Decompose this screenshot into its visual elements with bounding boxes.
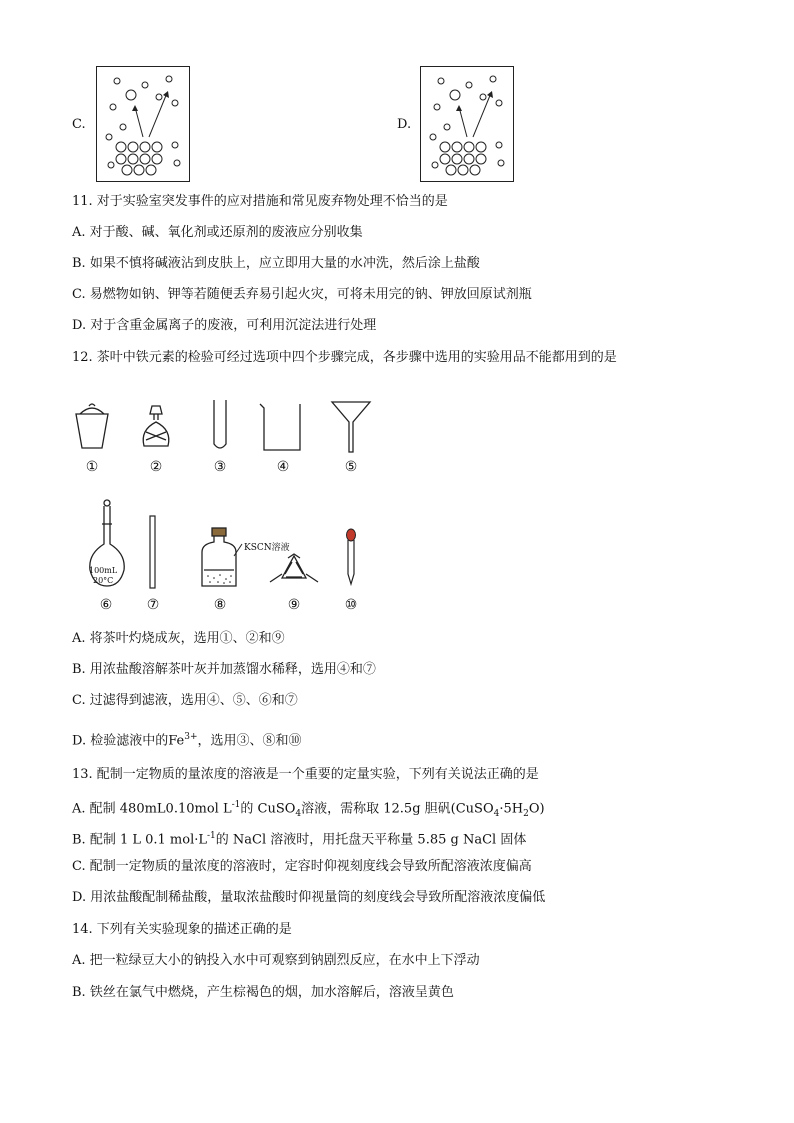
q12-option-c: C. 过滤得到滤液，选用④、⑤、⑥和⑦: [72, 693, 298, 708]
beaker-icon: [258, 402, 304, 454]
label-6: ⑥: [99, 597, 113, 613]
q11-option-b: B. 如果不慎将碱液沾到皮肤上，应立即用大量的水冲洗，然后涂上盐酸: [72, 256, 480, 271]
q11-option-a: A. 对于酸、碱、氧化剂或还原剂的废液应分别收集: [72, 225, 363, 240]
q11-stem: 11. 对于实验室突发事件的应对措施和常见废弃物处理不恰当的是: [72, 194, 448, 209]
option-d-diagram: [420, 66, 514, 182]
option-c-diagram: [96, 66, 190, 182]
crucible-icon: [72, 400, 112, 452]
label-1: ①: [85, 459, 99, 475]
q14-option-a: A. 把一粒绿豆大小的钠投入水中可观察到钠剧烈反应，在水中上下浮动: [72, 953, 480, 968]
flask-temp-text: 20°C: [93, 576, 114, 585]
q14-option-b: B. 铁丝在氯气中燃烧，产生棕褐色的烟，加水溶解后，溶液呈黄色: [72, 985, 454, 1000]
kscn-label: KSCN溶液: [244, 543, 290, 553]
q11-option-c: C. 易燃物如钠、钾等若随便丢弃易引起火灾，可将未用完的钠、钾放回原试剂瓶: [72, 287, 532, 302]
label-9: ⑨: [287, 597, 301, 613]
dropper-icon: [344, 528, 358, 586]
q13-option-d: D. 用浓盐酸配制稀盐酸，量取浓盐酸时仰视量筒的刻度线会导致所配溶液浓度偏低: [72, 890, 546, 905]
label-2: ②: [149, 459, 163, 475]
lattice-d: [440, 142, 486, 175]
label-pointer-line: [232, 542, 244, 558]
q12-stem: 12. 茶叶中铁元素的检验可经过选项中四个步骤完成，各步骤中选用的实验用品不能都用到的是: [72, 350, 617, 365]
alcohol-lamp-icon: [138, 402, 174, 452]
q14-stem: 14. 下列有关实验现象的描述正确的是: [72, 922, 292, 937]
label-8: ⑧: [213, 597, 227, 613]
label-5: ⑤: [344, 459, 358, 475]
funnel-icon: [330, 398, 372, 454]
test-tube-icon: [210, 398, 230, 454]
q12-option-b: B. 用浓盐酸溶解茶叶灰并加蒸馏水稀释，选用④和⑦: [72, 662, 376, 677]
label-10: ⑩: [344, 597, 358, 613]
q12-option-a: A. 将茶叶灼烧成灰，选用①、②和⑨: [72, 631, 285, 646]
option-c-label: C.: [72, 117, 86, 132]
label-4: ④: [276, 459, 290, 475]
q13-option-c: C. 配制一定物质的量浓度的溶液时，定容时仰视刻度线会导致所配溶液浓度偏高: [72, 859, 532, 874]
particle-diagram-d: [421, 67, 513, 181]
dropper-bulb: [347, 529, 356, 541]
q13-stem: 13. 配制一定物质的量浓度的溶液是一个重要的定量实验，下列有关说法正确的是: [72, 767, 539, 782]
q12-option-d: D. 检验滤液中的$Fe^{3+}$，选用③、⑧和⑩: [72, 732, 302, 749]
q13-option-a: A. 配制 480mL0.10mol $L^{-1}$的 CuSO$_4$溶液，需称取 12.5g 胆矾$(CuSO_4\cdot 5H_2O)$: [72, 800, 545, 819]
glass-rod-icon: [148, 514, 158, 590]
option-d-label: D.: [397, 117, 412, 132]
particle-diagram-c: [97, 67, 189, 181]
lattice-c: [116, 142, 162, 175]
clay-triangle-icon: [268, 552, 320, 586]
label-7: ⑦: [146, 597, 160, 613]
q13-option-b: B. 配制 1 L 0.1 $mol\cdot L^{-1}$的 NaCl 溶液时，用托盘天平称量 5.85 g NaCl 固体: [72, 831, 527, 848]
label-3: ③: [213, 459, 227, 475]
flask-volume-text: 100mL: [89, 566, 118, 575]
q11-option-d: D. 对于含重金属离子的废液，可利用沉淀法进行处理: [72, 318, 377, 333]
